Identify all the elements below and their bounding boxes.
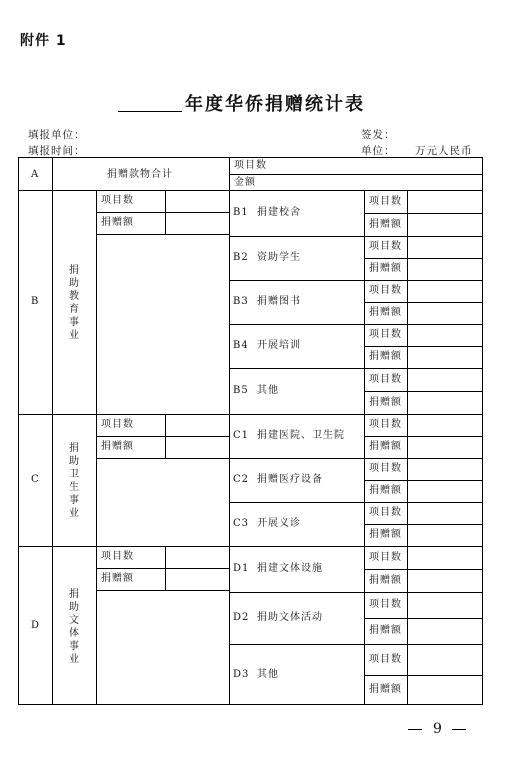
dash-right xyxy=(452,729,466,730)
item-amount-label: 捐赠额 xyxy=(369,575,402,586)
rule xyxy=(229,592,483,593)
rule xyxy=(52,546,53,705)
item-count-label: 项目数 xyxy=(369,599,402,610)
rule xyxy=(229,502,483,503)
item-code-b4: B4 xyxy=(233,340,249,351)
row-a-label: 捐赠款物合计 xyxy=(107,169,173,180)
section-code-b: B xyxy=(31,296,40,307)
item-name-d2: 捐助文体活动 xyxy=(257,612,323,623)
unit-value: 万元人民币 xyxy=(415,145,473,157)
item-amount-label: 捐赠额 xyxy=(369,485,402,496)
item-code-b2: B2 xyxy=(233,252,249,263)
rule xyxy=(96,234,229,235)
item-amount-label: 捐赠额 xyxy=(369,625,402,636)
rule xyxy=(229,458,483,459)
dash-left xyxy=(408,729,422,730)
page-number: 9 xyxy=(433,721,442,737)
item-amount-label: 捐赠额 xyxy=(369,529,402,540)
item-name-b2: 资助学生 xyxy=(257,252,301,263)
item-count-label: 项目数 xyxy=(369,552,402,563)
rule xyxy=(96,590,229,591)
rule xyxy=(229,414,230,546)
item-name-b3: 捐赠图书 xyxy=(257,296,301,307)
year-blank-line xyxy=(118,111,182,112)
item-count-label: 项目数 xyxy=(369,329,402,340)
item-code-b5: B5 xyxy=(233,385,249,396)
item-amount-label: 捐赠额 xyxy=(369,351,402,362)
rule xyxy=(96,212,229,213)
row-a-count-label: 项目数 xyxy=(234,160,267,171)
item-code-c2: C2 xyxy=(233,474,250,485)
page-title: 年度华侨捐赠统计表 xyxy=(185,94,365,115)
rule xyxy=(229,324,483,325)
item-code-d3: D3 xyxy=(233,669,250,680)
rule xyxy=(19,546,483,547)
rule xyxy=(364,391,483,392)
unit-label: 单位： xyxy=(361,145,396,157)
item-code-d1: D1 xyxy=(233,563,250,574)
rule xyxy=(229,158,230,190)
rule xyxy=(52,414,53,546)
section-code-d: D xyxy=(31,620,41,631)
item-name-b4: 开展培训 xyxy=(257,340,301,351)
rule xyxy=(364,436,483,437)
fill-time-label: 填报时间： xyxy=(28,145,86,157)
item-count-label: 项目数 xyxy=(369,463,402,474)
rule xyxy=(165,546,166,590)
rule xyxy=(52,190,53,414)
rule xyxy=(364,213,483,214)
rule xyxy=(19,414,483,415)
row-a-code: A xyxy=(31,169,40,180)
rule xyxy=(19,190,483,191)
rule xyxy=(364,569,483,570)
rule xyxy=(229,190,230,414)
item-count-label: 项目数 xyxy=(369,241,402,252)
rule xyxy=(96,546,97,705)
item-code-c1: C1 xyxy=(233,430,250,441)
item-count-label: 项目数 xyxy=(369,419,402,430)
item-name-b5: 其他 xyxy=(257,385,279,396)
fill-unit-label: 填报单位： xyxy=(28,129,86,141)
item-amount-label: 捐赠额 xyxy=(369,307,402,318)
row-a-amount-label: 金额 xyxy=(234,177,256,188)
d-amount-label: 捐赠额 xyxy=(101,573,134,584)
rule xyxy=(96,458,229,459)
item-count-label: 项目数 xyxy=(369,374,402,385)
item-count-label: 项目数 xyxy=(369,654,402,665)
item-amount-label: 捐赠额 xyxy=(369,684,402,695)
item-count-label: 项目数 xyxy=(369,196,402,207)
c-count-label: 项目数 xyxy=(101,419,134,430)
item-code-c3: C3 xyxy=(233,518,250,529)
rule xyxy=(229,236,483,237)
rule xyxy=(364,675,483,676)
attachment-label: 附件 1 xyxy=(20,33,67,49)
item-name-c2: 捐赠医疗设备 xyxy=(257,474,323,485)
rule xyxy=(229,280,483,281)
rule xyxy=(364,480,483,481)
sign-label: 签发： xyxy=(361,129,396,141)
rule xyxy=(96,568,229,569)
item-amount-label: 捐赠额 xyxy=(369,219,402,230)
rule xyxy=(364,302,483,303)
item-name-b1: 捐建校舍 xyxy=(257,207,301,218)
rule xyxy=(364,524,483,525)
item-name-d1: 捐建文体设施 xyxy=(257,563,323,574)
rule xyxy=(96,414,97,546)
rule xyxy=(364,258,483,259)
rule xyxy=(165,414,166,458)
c-amount-label: 捐赠额 xyxy=(101,441,134,452)
item-amount-label: 捐赠额 xyxy=(369,263,402,274)
b-count-label: 项目数 xyxy=(101,195,134,206)
page-footer xyxy=(0,721,506,741)
rule xyxy=(96,190,97,414)
item-code-b1: B1 xyxy=(233,207,249,218)
rule xyxy=(229,546,230,705)
rule xyxy=(96,436,229,437)
item-name-c3: 开展义诊 xyxy=(257,518,301,529)
d-count-label: 项目数 xyxy=(101,551,134,562)
item-name-d3: 其他 xyxy=(257,669,279,680)
rule xyxy=(229,368,483,369)
rule xyxy=(165,190,166,234)
rule xyxy=(364,346,483,347)
rule xyxy=(229,174,483,175)
item-code-d2: D2 xyxy=(233,612,250,623)
rule xyxy=(52,158,53,190)
rule xyxy=(229,644,483,645)
section-code-c: C xyxy=(31,474,40,485)
rule xyxy=(364,618,483,619)
statistics-table xyxy=(18,157,483,705)
item-amount-label: 捐赠额 xyxy=(369,397,402,408)
section-name-b: 捐助教育事业 xyxy=(69,265,79,341)
section-name-c: 捐助卫生事业 xyxy=(69,443,79,519)
section-name-d: 捐助文体事业 xyxy=(69,589,79,665)
item-name-c1: 捐建医院、卫生院 xyxy=(257,430,345,441)
item-count-label: 项目数 xyxy=(369,285,402,296)
item-count-label: 项目数 xyxy=(369,507,402,518)
item-code-b3: B3 xyxy=(233,296,249,307)
title-row xyxy=(0,90,506,116)
item-amount-label: 捐赠额 xyxy=(369,441,402,452)
b-amount-label: 捐赠额 xyxy=(101,217,134,228)
